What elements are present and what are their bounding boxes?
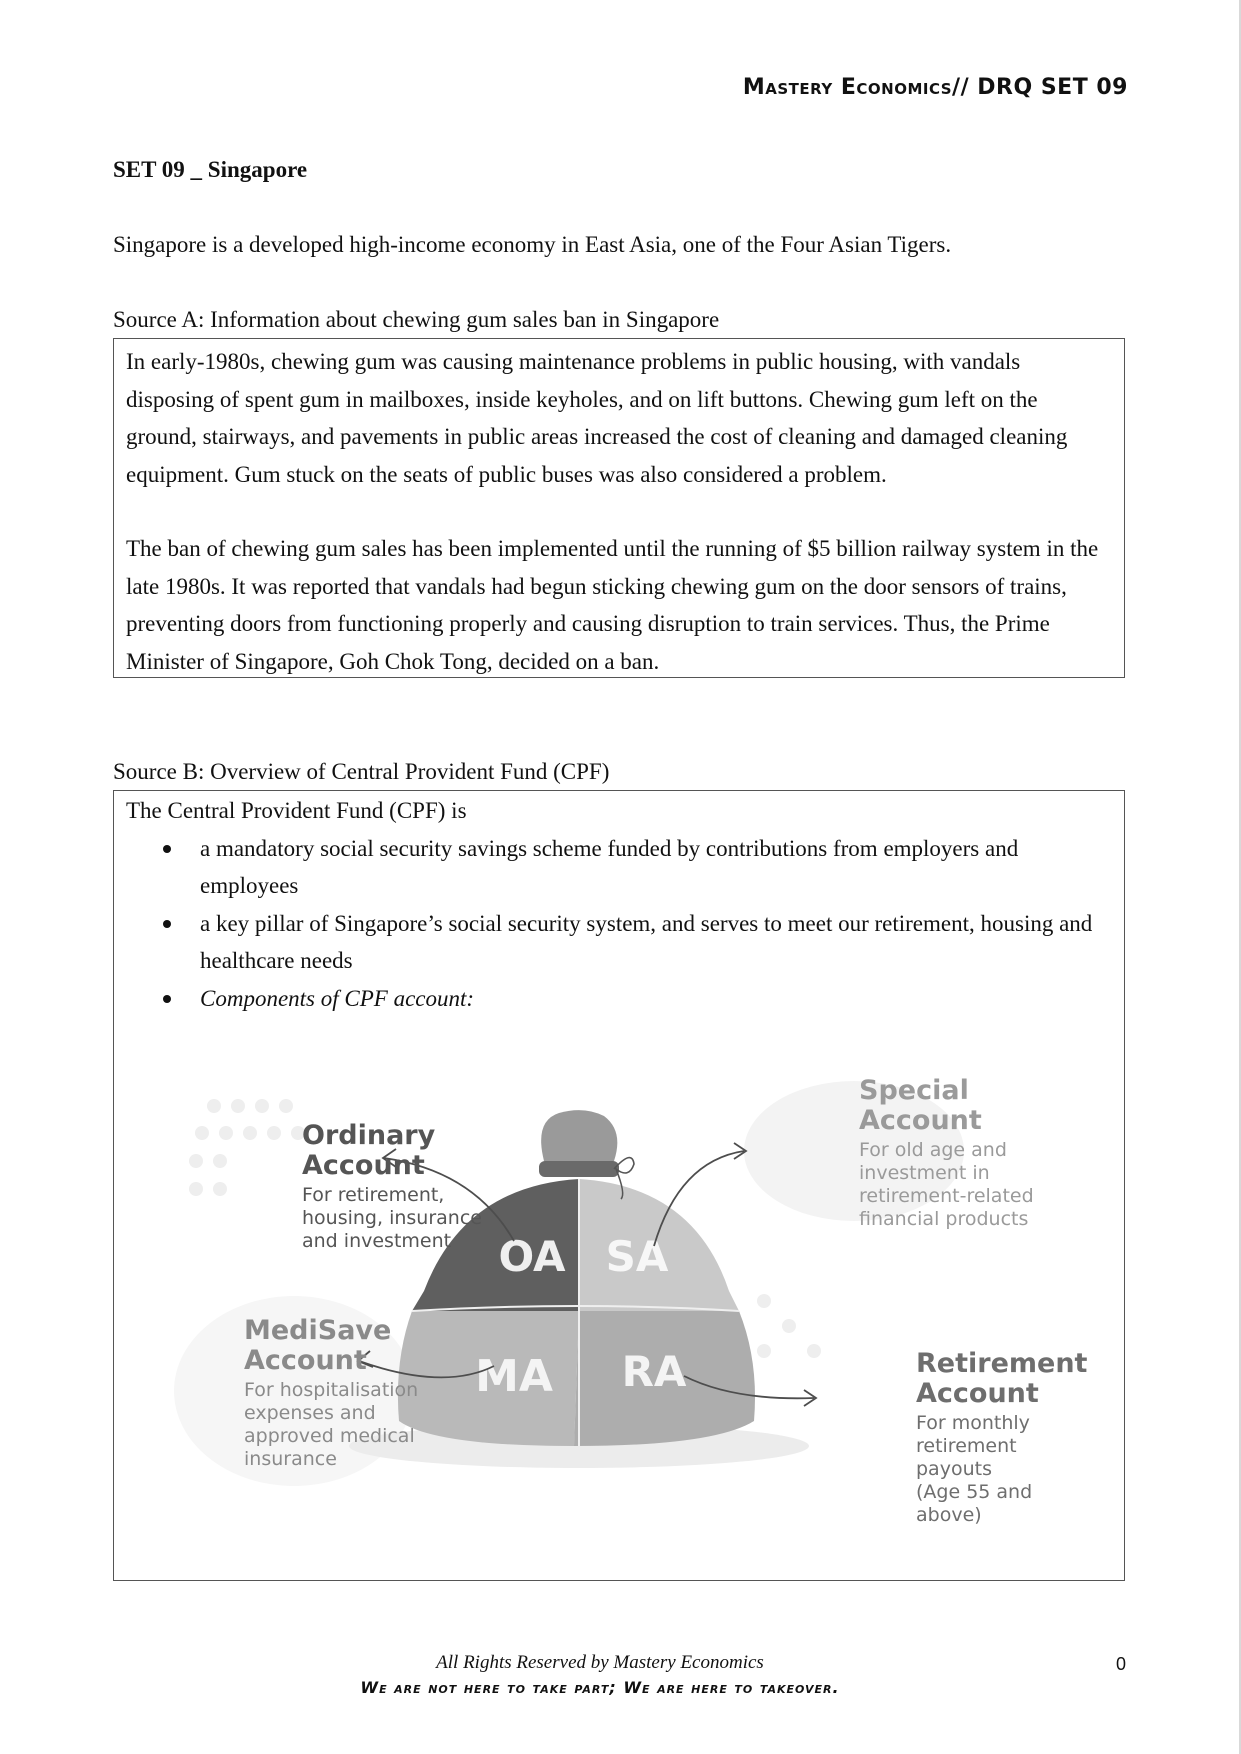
ordinary-account-callout: Ordinary Account For retirement, housing, insurance and investment <box>302 1120 482 1252</box>
svg-text:SA: SA <box>605 1232 669 1281</box>
cpf-bullet-list <box>114 830 1124 1018</box>
bullet-item: a mandatory social security savings scheme funded by contributions from employers and employees <box>114 830 1124 905</box>
set-title: SET 09 _ Singapore <box>113 157 308 182</box>
source-b-box <box>113 790 1125 1581</box>
svg-text:RA: RA <box>621 1347 687 1396</box>
special-account-callout: Special Account For old age and investment in retirement-related financial products <box>859 1075 1034 1230</box>
source-a-paragraph-1: In early-1980s, chewing gum was causing maintenance problems in public housing, with vandals disposing of spent gum in mailboxes, inside keyholes, and on lift buttons. Chewing gum left on the ground, stairways, and pavements in public areas increased the cost of cleaning and damaged cleaning equipment. Gum stuck on the seats of public buses was also considered a problem. <box>126 349 1068 487</box>
bullet-item: a key pillar of Singapore’s social security system, and serves to meet our retirement, housing and healthcare needs <box>114 905 1124 980</box>
svg-text:MA: MA <box>475 1351 553 1402</box>
footer-rights: All Rights Reserved by Mastery Economics <box>436 1652 764 1673</box>
source-a-label: Source A: Information about chewing gum sales ban in Singapore <box>113 307 720 332</box>
source-a-box <box>113 338 1125 678</box>
retirement-account-callout: Retirement Account For monthly retirement payouts (Age 55 and above) <box>916 1348 1088 1526</box>
intro-paragraph: Singapore is a developed high-income economy in East Asia, one of the Four Asian Tigers. <box>113 232 952 257</box>
svg-text:OA: OA <box>498 1232 566 1281</box>
source-a-paragraph-2: The ban of chewing gum sales has been implemented until the running of $5 billion railway system in the late 1980s. It was reported that vandals had begun sticking chewing gum on the door sensors of trains, preventing doors from functioning properly and causing disruption to train services. Thus, the Prime Minister of Singapore, Goh Chok Tong, decided on a ban. <box>126 536 1099 674</box>
medisave-account-callout: MediSave Account For hospitalisation expenses and approved medical insurance <box>244 1315 419 1470</box>
page-number: 0 <box>1116 1654 1127 1674</box>
footer-slogan: We are not here to take part; We are here to takeover. <box>360 1678 840 1697</box>
bullet-icon <box>163 995 171 1003</box>
source-b-lead: The Central Provident Fund (CPF) is <box>126 798 467 823</box>
bullet-icon <box>163 845 171 853</box>
bullet-item: Components of CPF account: <box>114 980 1124 1018</box>
bullet-icon <box>163 920 171 928</box>
running-header: Mastery Economics// DRQ SET 09 <box>742 75 1128 100</box>
source-b-label: Source B: Overview of Central Provident Fund (CPF) <box>113 759 610 784</box>
cpf-infographic <box>174 1061 1088 1526</box>
